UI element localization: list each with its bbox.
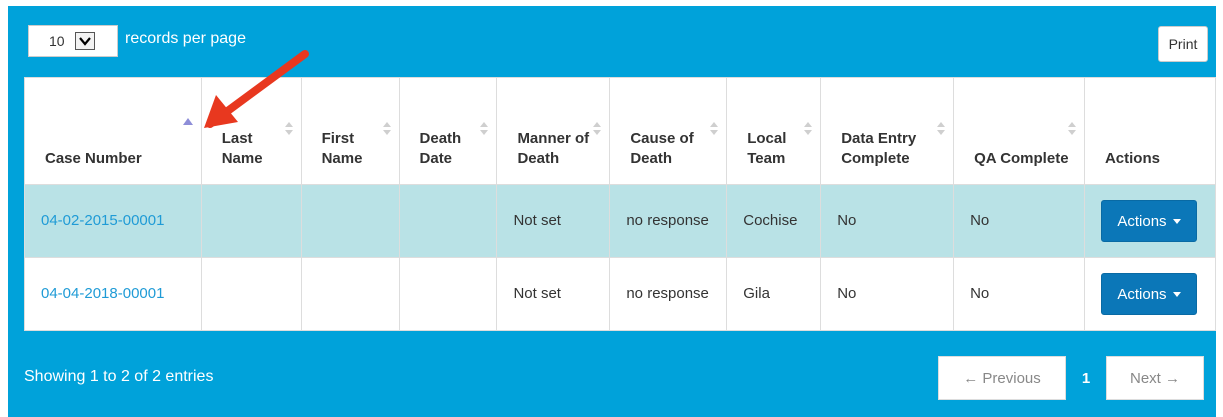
actions-cell: [1084, 258, 1215, 331]
table-row: [25, 258, 1216, 331]
actions-button-label: Actions: [1117, 212, 1167, 230]
first-name-cell: [301, 185, 399, 258]
qa-complete-cell: No: [954, 185, 1085, 258]
table-header-row: [25, 78, 1216, 185]
last-name-cell: [201, 258, 301, 331]
caret-down-icon: [1173, 219, 1181, 224]
actions-cell: [1084, 185, 1215, 258]
local-team-cell: Cochise: [727, 185, 821, 258]
last-name-cell: [201, 185, 301, 258]
manner-of-death-cell: Not set: [497, 185, 610, 258]
actions-dropdown-button[interactable]: [1101, 273, 1197, 315]
column-header-cause-of-death[interactable]: Cause of Death: [610, 78, 727, 185]
case-number-cell: [25, 185, 202, 258]
column-header-qa-complete[interactable]: QA Complete: [954, 78, 1085, 185]
actions-dropdown-button[interactable]: [1101, 200, 1197, 242]
sort-ascending-icon: [183, 118, 193, 125]
page-length-select[interactable]: [28, 25, 118, 57]
table-info: Showing 1 to 2 of 2 entries: [24, 368, 214, 385]
column-header-local-team[interactable]: Local Team: [727, 78, 821, 185]
death-date-cell: [399, 258, 497, 331]
next-page-button[interactable]: Next →: [1106, 356, 1204, 400]
actions-button-label: Actions: [1117, 285, 1167, 303]
page-length-label: records per page: [125, 30, 246, 47]
caret-down-icon: [1173, 292, 1181, 297]
current-page[interactable]: 1: [1081, 369, 1091, 387]
page-length-value: 10: [49, 33, 65, 49]
chevron-down-icon[interactable]: [75, 32, 95, 50]
case-number-cell: [25, 258, 202, 331]
column-header-actions: Actions: [1084, 78, 1215, 185]
datatable-panel: [8, 6, 1216, 417]
first-name-cell: [301, 258, 399, 331]
print-button[interactable]: Print: [1158, 26, 1208, 62]
pagination: [938, 356, 1204, 400]
qa-complete-cell: No: [954, 258, 1085, 331]
table-row: [25, 185, 1216, 258]
manner-of-death-cell: Not set: [497, 258, 610, 331]
case-number-link[interactable]: 04-04-2018-00001: [41, 285, 165, 302]
previous-page-button[interactable]: ← Previous: [938, 356, 1066, 400]
cause-of-death-cell: no response: [610, 258, 727, 331]
cause-of-death-cell: no response: [610, 185, 727, 258]
column-header-death-date[interactable]: Death Date: [399, 78, 497, 185]
data-entry-complete-cell: No: [821, 185, 954, 258]
column-header-case-number[interactable]: Case Number: [25, 78, 202, 185]
cases-table: [24, 77, 1216, 331]
column-header-manner-of-death[interactable]: Manner of Death: [497, 78, 610, 185]
data-entry-complete-cell: No: [821, 258, 954, 331]
death-date-cell: [399, 185, 497, 258]
column-header-first-name[interactable]: First Name: [301, 78, 399, 185]
column-header-data-entry-complete[interactable]: Data Entry Complete: [821, 78, 954, 185]
column-header-last-name[interactable]: Last Name: [201, 78, 301, 185]
local-team-cell: Gila: [727, 258, 821, 331]
case-number-link[interactable]: 04-02-2015-00001: [41, 212, 165, 229]
